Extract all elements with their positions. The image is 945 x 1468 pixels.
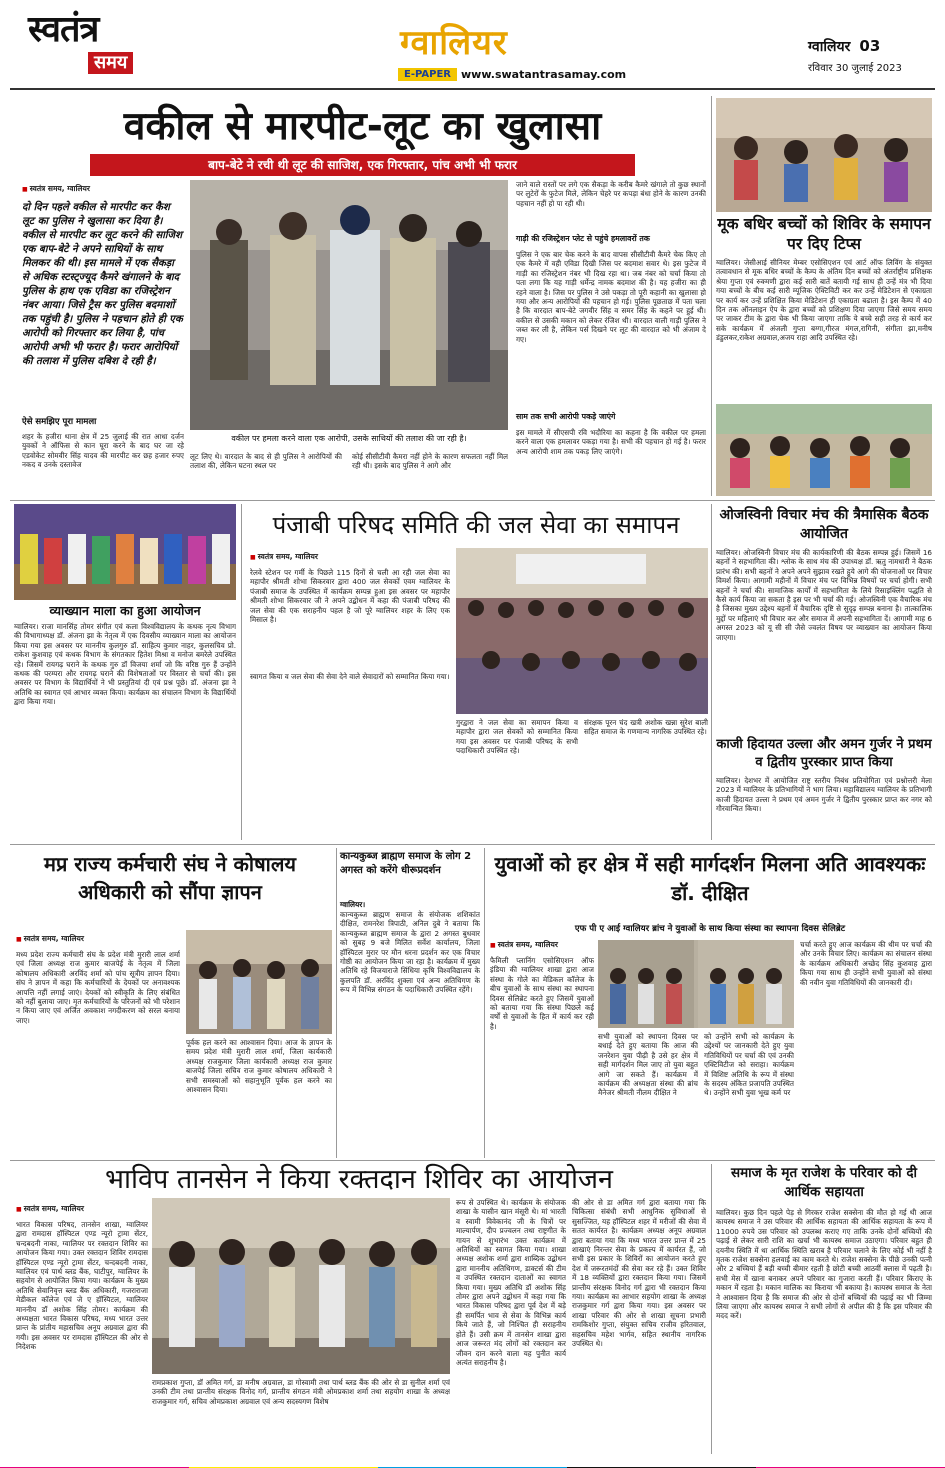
punjabi-body-mid: स्वागत किया व जल सेवा की सेवा देने वाले सेवादारों को सम्मानित किया गया। bbox=[250, 672, 450, 681]
deaf-children-headline: मूक बधिर बच्चों को शिविर के समापन पर दिए टिप्स bbox=[717, 215, 931, 253]
kazi-body: ग्वालियर। देशभर में आयोजित राष्ट्र स्तरीय निबंध प्रतियोगिता एवं प्रश्नोत्तरी मेला 2023 में ग्वालियर के प्रतिभागियों ने भाग लिया। महाविद्यालय ग्वालियर के प्रतिभागी काजी हिदायत उल्ला ने प्रथम एवं अमन गुर्जर ने द्वितीय पुरस्कार प्राप्त कर नगर को गौरवान्वित किया। bbox=[716, 776, 932, 814]
kanyakubj-byline: ग्वालियर। bbox=[340, 900, 366, 909]
lead-body-mid-1: लूट लिए थे। वारदात के बाद से ही पुलिस ने आरोपियों की तलाश की, लेकिन घटना स्थल पर bbox=[190, 452, 342, 471]
divider-punjabi bbox=[711, 504, 712, 840]
yuva-deck: एफ पी ए आई ग्वालियर ब्रांच ने युवाओं के साथ किया संस्था का स्थापना दिवस सेलिब्रेट bbox=[574, 924, 846, 934]
children-group-photo bbox=[716, 404, 932, 496]
deaf-children-photo-top bbox=[716, 98, 932, 212]
blood-body-mid: रूप से उपस्थित थे। कार्यक्रम के संयोजक शाखा के यासीन खान मंसूरी थे। मां भारती व स्वामी विवेकानंद जी के चित्रों पर माल्यार्पण, दीप प्रज्वलन तथा राष्ट्रगीत के गायन से शुभारंभ उक्त कार्यक्रम में अतिथियों का स्वागत किया गया। शाखा अध्यक्ष अशोक शर्मा द्वारा शाब्दिक उद्बोधन द्वारा माननीय अतिथिगण, डाक्टर्स की टीम व उपस्थित रक्तदान दाताओं का स्वागत किया गया। मुख्य अतिथि डॉ अशोक सिंह तोमर द्वारा अपने उद्बोधन में कहा गया कि भारत विकास परिषद द्वारा पूर्व देश में बड़े ही समर्पित भाव से सेवा के विभिन्न कार्य किये जाते हैं, जो निश्चित ही सराहनीय होते हैं। उसी क्रम में तानसेन शाखा द्वारा आज जरूरत मंद लोगों को रक्तदान कर जीवन दान करने वाला यह पुनीत कार्य अत्यंत सराहनीय है। bbox=[456, 1198, 566, 1367]
yuva-body-right-1: चर्चा करते हुए आज कार्यक्रम की थीम पर चर्चा की और उनके विचार लिए। कार्यक्रम का संचालन संस्था के कार्यक्रम अधिकारी अच्छेद सिंह कुशवाह द्वारा किया गया साथ ही उन्होंने सभी युवाओं को संस्था की नवीन युवा गतिविधियों की जानकारी दी। bbox=[800, 940, 932, 987]
punjabi-photo bbox=[456, 548, 708, 714]
lecture-photo bbox=[14, 504, 236, 600]
edition-city: ग्वालियर bbox=[808, 39, 851, 55]
divider-blood bbox=[711, 1164, 712, 1454]
lead-byline: ■ स्वतंत्र समय, ग्वालियर bbox=[22, 184, 90, 194]
masthead bbox=[0, 0, 945, 88]
print-color-bar bbox=[0, 1458, 945, 1464]
yuva-body-right-2: को उन्होंने सभी को कार्यक्रम के उद्देश्यों पर जानकारी देते हुए युवा गतिविधियों पर चर्चा की एवं उनकी एक्टिविटीज को सराहा। कार्यक्रम में विशिष्ट अतिथि के रूप में संस्था के सदस्य अंकित प्रजापति उपस्थित थे। उन्होंने सभी युवा भूख कर्म पर bbox=[704, 1032, 794, 1098]
blood-photo bbox=[152, 1198, 450, 1374]
masthead-logo bbox=[28, 10, 156, 80]
masthead-city: ग्वालियर bbox=[400, 23, 508, 63]
yuva-byline: ■ स्वतंत्र समय, ग्वालियर bbox=[490, 940, 558, 950]
punjabi-body-right-2: संरक्षक पूरन चंद खत्री अशोक खन्ना सुरेश बाली सहित समाज के गणमान्य नागरिक उपस्थित रहे। bbox=[584, 718, 708, 737]
yuva-headline: युवाओं को हर क्षेत्र में सही मार्गदर्शन मिलना अति आवश्यकः डॉ. दीक्षित bbox=[494, 852, 926, 905]
lecture-stage-photo bbox=[14, 504, 236, 600]
epaper-badge bbox=[398, 68, 626, 81]
ojaswini-body: ग्वालियर। ओजस्विनी विचार मंच की कार्यकारिणी की बैठक सम्पन्न हुई। जिसमें 16 बहनों ने सहभागिता की। श्लोक के साथ मंच की उपाध्यक्ष डॉ. ऋतु नामधारी ने बैठक प्रारंभ की। सभी बहनों ने अपने अपने सुझाव रखते हुये आगे की योजनाओं पर विचार विमर्श किया। आगामी महीनों में विचार मंच पर विभिन्न विषयों पर चर्चा होगी। सभी बहनों ने चर्चा की। सामाजिक कार्यों में सहभागिता के लिये रिसाइक्लिंग पद्धति से कैसे कार्य किया जा सकता है इस पर भी चर्चा की गई। ओजस्विनी एक वैचारिक मंच है जिसका मुख्य उद्देश्य बहनों में वैचारिक दृष्टि से सुदृढ़ सम्पन्न बनाना है। तात्कालिक मुद्दों पर महिलाएं भी विचार कर और समाज में अपनी सहभागिता दें। आगामी माह 6 अगस्त 2023 को यू सी सी जैसे ज्वलंत विषय पर व्याख्यान का आयोजन किया जाएगा। bbox=[716, 548, 932, 642]
union-photo bbox=[186, 930, 332, 1034]
divider-row-4 bbox=[10, 1160, 935, 1161]
deaf-children-photo-bottom bbox=[716, 404, 932, 496]
blood-photo-caption: रामप्रकाश गुप्ता, डॉ अमित गर्ग, डा मनीष अग्रवाल, डा गोस्वामी तथा पार्थ ब्लड बैंक की ओर से डा सुनील शर्मा एवं उनकी टीम तथा प्रान्तीय संरक्षक विनोद गर्ग, प्रान्तीय संगठन मंत्री ओमप्रकाश शर्मा तथा सहयोग शाखा के अध्यक्ष राजकुमार गर्ग, सचिव ओमप्रकाश अग्रवाल एवं अन्य सदस्यगण विशेष bbox=[152, 1378, 450, 1406]
union-body-left: मध्य प्रदेश राज्य कर्मचारी संघ के प्रदेश मंत्री मुरारी लाल शर्मा एवं जिला अध्यक्ष राज कुमार बाजपेई के नेतृत्व में जिला कोषालय अधिकारी अरविंद शर्मा को पांच सूत्रीय ज्ञापन दिया। संघ ने ज्ञापन में कहा कि कर्मचारियों के देयकों पर अनावश्यक आपत्ति नहीं लगाई जाएं। देयकों को स्वीकृति के लिए संबंधित को नहीं बुलाया जाए। मृत कर्मचारियों के परिजनों को भी परेशान न किया जाए एवं अर्जित अवकाश नगदीकरण को सरल बनाया जाए। bbox=[16, 950, 180, 1025]
lead-photo bbox=[190, 180, 508, 430]
page-number: 03 bbox=[859, 37, 881, 55]
logo-line-1: स्वतंत्र bbox=[28, 9, 99, 50]
lead-pull-quote: दो दिन पहले वकील से मारपीट कर कैश लूट का पुलिस ने खुलासा कर दिया है। वकील से मारपीट कर लूट करने की साजिश एक बाप-बेटे ने अपने साथियों के साथ मिलकर की थी। इस मामले में एक सैकड़ा से अधिक स्टस्ट्ज्यूद कैमरे खंगालने के बाद पुलिस के हाथ एक एविडा का रजिस्ट्रेशन नंबर आया। जिसे ट्रैस कर पुलिस बदमाशों तक पहुंची है। पुलिस ने पहचान होते ही एक आरोपी को गिरफ्तार कर लिया है, पांच आरोपी अभी भी फरार है। फरार आरोपियों की तलाश में पुलिस दबिश दे रही है। bbox=[22, 201, 183, 367]
edition-date: रविवार 30 जुलाई 2023 bbox=[808, 63, 902, 74]
epaper-label: E-PAPER bbox=[398, 68, 457, 81]
lead-body-right-top: जाने वाले रास्तों पर लगे एक सैकड़ा के करीब कैमरे खंगाले तो कुछ स्थानों पर लुटेरों के फुटेज मिले, लेकिन चेहरे पर कपड़ा बंधा होने के कारण उनकी पहचान नहीं हो पा रही थी। bbox=[516, 180, 706, 208]
memorandum-photo bbox=[186, 930, 332, 1034]
lead-subhead-right-2: साम तक सभी आरोपी पकड़े जाएंगे bbox=[516, 412, 616, 421]
lead-body-right-bottom: इस मामले में सीएसपी रवि भदौरिया का कहना है कि वकील पर हमला करने वाला एक हमलावर पकड़ा गया है। सभी की पहचान हो गई है। फरार अन्य आरोपी शाम तक पकड़ लिए जाएंगे। bbox=[516, 428, 706, 456]
kanyakubj-headline: कान्यकुब्ज ब्राह्मण समाज के लोग 2 अगस्त को करेंगे धीरूप्रदर्शन bbox=[340, 851, 472, 876]
lead-body-left: शहर के हजीरा थाना क्षेत्र में 25 जुलाई की रात आधा दर्जन युवकों ने ऑफिस से कान घूरा करने के बाद घर जा रहे एडवोकेट सोमवीर सिंह यादव की मारपीट कर छह हजार रुपए नकद व उनके दस्तावेज bbox=[22, 432, 184, 470]
lecture-body: ग्वालियर। राजा मानसिंह तोमर संगीत एवं कला विश्वविद्यालय के कथक नृत्य विभाग की विभागाध्यक्ष डॉ. अंजना झा के नेतृत्व में एक दिवसीय व्याख्यान माला का आयोजन किया गया इस अवसर पर माननीय कुलगुरु डॉ. साहित्य कुमार नाहर, कुलसचिव प्रो. राकेश कुशवाह एवं कथक विभाग के संगतकार हितेश मिश्रा व मनोज बमरेले उपस्थित रहे। जिसमें रायगढ़ घराने के कथक गुरु डॉ विजया शर्मा जो कि वरिष्ठ गुरु हैं उन्होंने कथक की परम्परा और रायगढ़ घराने की विशेषताओं पर विस्तार से चर्चा की। इस अवसर पर विभाग के विद्यार्थियों ने भी प्रस्तुतियां दी एवं प्रश्न पूछे। डॉ. अंजना झा ने अतिथि का स्वागत एवं आभार व्यक्त किया। कार्यक्रम का संचालन विभाग के विद्यार्थियों द्वारा किया गया। bbox=[14, 622, 236, 707]
punjabi-body-right-1: गुरद्वारा ने जल सेवा का समापन किया व महापौर द्वारा जल सेवकों को सम्मानित किया गया इस अवसर पर पंजाबी परिषद के सभी पदाधिकारी उपस्थित रहे। bbox=[456, 718, 578, 756]
lead-body-right-mid: पुलिस ने एक बार चेक करने के बाद वापस सीसीटीवी कैमरे चेक किए तो एक कैमरे में वही एविडा दिखी जिस पर बदमाश सवार थे। इस फुटेज में गाड़ी का रजिस्ट्रेशन नंबर भी दिख रहा था। जब नंबर को चर्चा किया तो पता लगा कि यह गाड़ी धर्मेन्द्र नामक बदमाश की है। यह हजीरा का ही रहने वाला है। जिस पर पुलिस ने उसे पकड़ा तो पूरी कहानी का खुलासा हो गया और अन्य आरोपियों की पहचान हो गई। पुलिस पूछताछ में पता चला है कि वारदात बाप-बेटे जगवीर सिंह व समर सिंह के कहने पर हुई थी। वकील से उसकी मकान को लेकर रंजिश थी। वारदात वाली गाड़ी पुलिस ने जब्त कर ली है, लेकिन पर्स दिखने पर लूट की वारदात को भी अंजाम दे गए। bbox=[516, 250, 706, 344]
jal-seva-group-photo bbox=[456, 548, 708, 714]
lead-subhead-left: ऐसे समझिए पूरा मामला bbox=[22, 417, 97, 427]
divider-row-2 bbox=[10, 500, 935, 501]
punjabi-byline: ■ स्वतंत्र समय, ग्वालियर bbox=[250, 552, 318, 562]
yuva-photo bbox=[598, 940, 794, 1028]
website-link[interactable]: www.swatantrasamay.com bbox=[461, 68, 627, 81]
kazi-headline: काजी हिदायत उल्ला और अमन गुर्जर ने प्रथम व द्वितीय पुरस्कार प्राप्त किया bbox=[716, 737, 932, 770]
logo-line-2: समय bbox=[88, 52, 133, 74]
lead-headline: वकील से मारपीट-लूट का खुलासा bbox=[123, 104, 602, 149]
divider-union bbox=[336, 848, 337, 1158]
union-byline: ■ स्वतंत्र समय, ग्वालियर bbox=[16, 934, 84, 944]
blood-headline: भाविप तानसेन ने किया रक्तदान शिविर का आयोजन bbox=[105, 1164, 613, 1195]
punjabi-body-left: रेलवे स्टेशन पर गर्मी के पिछले 115 दिनों से चली आ रही जल सेवा का महापौर श्रीमती शोभा सिकरवार द्वारा 400 जल सेवकों एवम ग्वालियर के पंजाबी समाज के उपस्थित में कार्यक्रम सम्पन्न हुआ इस अवसर पर महापौर श्रीमती शोभा सिकरवार जी ने अपने उद्बोधन में कहा की पंजाबी परिषद की जल सेवा की एक सराहनीय पहल है जो पूरे ग्वालियर शहर के लिए एक मिसाल है। bbox=[250, 568, 450, 625]
punjabi-headline: पंजाबी परिषद समिति की जल सेवा का समापन bbox=[272, 511, 680, 539]
lead-deck: बाप-बेटे ने रची थी लूट की साजिश, एक गिरफ्तार, पांच अभी भी फरार bbox=[90, 154, 635, 176]
lead-photo-caption: वकील पर हमला करने वाला एक आरोपी, उसके साथियों की तलाश की जा रही है। bbox=[231, 434, 467, 443]
blood-body-left: भारत विकास परिषद, तानसेन शाखा, ग्वालियर द्वारा रामदास हॉस्पिटल एण्ड न्यूरो ट्रामा सेंटर, चन्दबदनी नाका, ग्वालियर पर रक्तदान शिविर का आयोजन किया गया। उक्त रक्तदान शिविर रामदास हॉस्पिटल एण्ड न्यूरो ट्रामा सेंटर, चन्दबदनी नाका, ग्वालियर एवं पार्थ ब्लड बैंक, घाटीपुर, ग्वालियर के सहयोग से आयोजित किया गया। कार्यक्रम के मुख्य अतिथि सेवानिवृत्त ब्लड बैंक अधिकारी, गजराराजा मेडीकल कॉलेज एवं जे ए हॉस्पिटल, ग्वालियर माननीय डॉ अशोक सिंह तोमर। कार्यक्रम की अध्यक्षता भारत विकास परिषद, मध्य भारत उत्तर प्रान्त के प्रांतीय महासचिव अनूप अग्रवाल द्वारा की गयी। इस अवसर पर रामदास हॉस्पिटल की ओर से निदेशक bbox=[16, 1220, 148, 1352]
yuva-body-mid: सभी युवाओं को स्थापना दिवस पर बधाई देते हुए बताया कि आज की जनरेशन युवा पीढ़ी है उसे हर क्षेत्र में सही मार्गदर्शन मिल जाए तो युवा बहुत आगे जा सकते हैं। कार्यक्रम में कार्यक्रम की अध्यक्षता संस्था की ब्रांच मैनेजर श्रीमती नीलम दीक्षित ने bbox=[598, 1032, 698, 1098]
deaf-children-body: ग्वालियर। जेसीआई सीनियर मेम्बर एसोसिएशन एवं आर्ट ऑफ लिविंग के संयुक्त तत्वावधान से मूक बधिर बच्चों के कैम्प के अंतिम दिन बच्चों को अंतर्राष्ट्रीय प्रशिक्षक श्रेया गुप्ता एवं रुक्मणी द्वारा कई सारी बातें बतायी गई साथ ही उन्हें मंत्र भी दिया गया बच्चों के बीच कई सारी म्यूजिक ऐक्टिविटी कर कर उन्हें मेडिटेशन से एकाग्रता पर कार्य कर उन्हें प्रशिक्षित किया मेडिटेशन ही एकाग्रता बढाता है। इस कैम्प में 40 दिन तक ऑनलाइन ऐप के द्वारा बच्चों को प्रशिक्षण दिया जाएगा जिसे समय समय पर जाकर टीम के द्वारा चेक भी किया जाएगा ताकि ये बच्चे सही तरह से कार्य कर सके कार्यक्रम में अंजली गुप्ता बग्गा,गीरज मंगल,रागिनी, संगीता झा,मनीष डंडुलकर,राकेश अग्रवाल,अजय राहा आदि उपस्थित रहे। bbox=[716, 258, 932, 343]
blood-byline: ■ स्वतंत्र समय, ग्वालियर bbox=[16, 1204, 84, 1214]
divider-kanyakubj bbox=[484, 848, 485, 1158]
children-camp-photo bbox=[716, 98, 932, 212]
police-arrest-photo bbox=[190, 180, 508, 430]
divider-lecture bbox=[241, 504, 242, 840]
blood-body-right: की ओर से डा अमित गर्ग द्वारा बताया गया कि चिकित्सा संबंधी सभी आधुनिक सुविधाओं से सुसज्जित, यह हॉस्पिटल शहर में मरीजों की सेवा में सतत कार्यरत है। कार्यक्रम अध्यक्ष अनूप अग्रवाल द्वारा बताया गया कि मध्य भारत उत्तर प्रान्त में 25 शाखाएं निरन्तर सेवा के प्रकल्प में कार्यरत हैं, जो सभी इस प्रकार के शिविरों का आयोजन करते हुए देश में जरूरतमंदों की सेवा कर रहे हैं। उक्त शिविर में 18 व्यक्तियों द्वारा रक्तदान किया गया। जिसमें प्रान्तीय संरक्षक विनोद गर्ग द्वारा भी रक्तदान किया गया। कार्यक्रम का आभार सहयोग शाखा के अध्यक्ष राजकुमार गर्ग द्वारा किया गया। इस अवसर पर शाखा परिवार की ओर से शाखा सूचना प्रभारी रामकिशोर गुप्ता, संयुक्त सचिव राजीव हरितवाल, सहसचिव महेश भार्गव, सहित स्थानीय नागरिक उपस्थित थे। bbox=[572, 1198, 706, 1349]
masthead-divider bbox=[10, 88, 935, 90]
yuva-body-left: फैमिली प्लानिंग एसोसिएशन ऑफ इंडिया की ग्वालियर शाखा द्वारा आज संस्था के गोले का मेडिकल कॉलेज के बीच युवाओं के साथ संस्था का स्थापना दिवस सेलिब्रेट करते हुए जिसमें युवाओं को बताया गया कि संस्था पिछले कई वर्षों से युवाओं के हित में कार्य कर रही है। bbox=[490, 956, 594, 1031]
lecture-headline: व्याख्यान माला का हुआ आयोजन bbox=[49, 603, 201, 618]
divider-row-3 bbox=[10, 844, 935, 845]
union-body-mid: पूर्वक हल करने का आश्वासन दिया। आज के ज्ञापन के समय प्रदेश मंत्री मुरारी लाल शर्मा, जिला कार्यकारी अध्यक्ष राजकुमार जिला कार्यकारी अध्यक्ष राज कुमार बाजपेई जिला सचिव राज कुमार कोषालय अधिकारी ने सभी समस्याओं को सहानुभूति पूर्वक हल करने का आश्वासन दिया। bbox=[186, 1038, 332, 1095]
saxena-body: ग्वालियर। कुछ दिन पहले पेड़ से गिरकर राजेश सक्सेना की मौत हो गई थी आज कायस्थ समाज ने उस परिवार की आर्थिक सहायता की आर्थिक सहायता के रूप में 11000 रुपये उस परिवार को उपलब्ध कराए गए ताकि उनके दोनों बच्चियों की पढ़ाई से लेकर सारी राशि का खर्चा भी कायस्थ समाज उठाएगा। परिवार बहुत ही दयनीय स्थिति में था आर्थिक स्थिति खराब है परिवार चलाने के लिए कोई भी नहीं है मृतक राजेश सक्सेना हलवाई का काम करते थे। राजेश सक्सेना के पीछे उनकी पत्नी और 2 बच्चियां हैं बड़ी बच्ची बीमार रहती है छोटी बच्ची आठवीं क्लास में पढ़ती है। सभी मेस में खाना बनाकर अपने परिवार का गुजारा करती हैं। परिवार किराए के मकान में रहता है। मकान मालिक का किराया भी बकाया है। कायस्थ समाज के नेता ने आश्वासन दिया है कि समाज की ओर से दोनों बच्चियों की पढ़ाई का भी जिम्मा लिया जाएगा और कायस्थ समाज ने सभी लोगों से अपील की है कि इस परिवार की मदद करें। bbox=[716, 1208, 932, 1321]
divider-lead-right bbox=[711, 96, 712, 496]
foundation-day-photo bbox=[598, 940, 794, 1028]
blood-camp-photo bbox=[152, 1198, 450, 1374]
kanyakubj-body: कान्यकुब्ज ब्राह्मण समाज के संयोजक शशिकांत दीक्षित, रामनरेश त्रिपाठी, अनिल दुबे ने बताया कि कान्यकुब्ज ब्राह्मण समाज के द्वारा 2 अगस्त बुधवार को सुबह 9 बजे मिलित सर्वेश कार्यालय, जिला हॉस्पिटल मुरार पर मौन धरना प्रदर्शन कर एक विचार गोष्ठी का आयोजन किया जा रहा है। कार्यक्रम में मुख्य अतिथि रहे विजयाराजे सिंधिया कृषि विश्वविद्यालय के कुलपति डॉ. अरविंद शुक्ला एवं अन्य अतिथिगण के रूप में विभिन्न संगठन के पदाधिकारी उपस्थित रहेंगे। bbox=[340, 910, 480, 995]
lead-subhead-right-1: गाड़ी की रजिस्ट्रेशन प्लेट से पहुंचे हमलावरों तक bbox=[516, 234, 650, 243]
union-headline: मप्र राज्य कर्मचारी संघ ने कोषालय अधिकारी को सौंपा ज्ञापन bbox=[44, 852, 296, 904]
saxena-headline: समाज के मृत राजेश के परिवार को दी आर्थिक सहायता bbox=[730, 1165, 918, 1200]
ojaswini-headline: ओजस्विनी विचार मंच की त्रैमासिक बैठक आयोजित bbox=[719, 507, 929, 542]
edition-info bbox=[808, 36, 928, 74]
lead-body-mid-2: कोई सीसीटीवी कैमरा नहीं होने के कारण सफलता नहीं मिल रही थी। इसके बाद पुलिस ने आगे और bbox=[352, 452, 508, 471]
